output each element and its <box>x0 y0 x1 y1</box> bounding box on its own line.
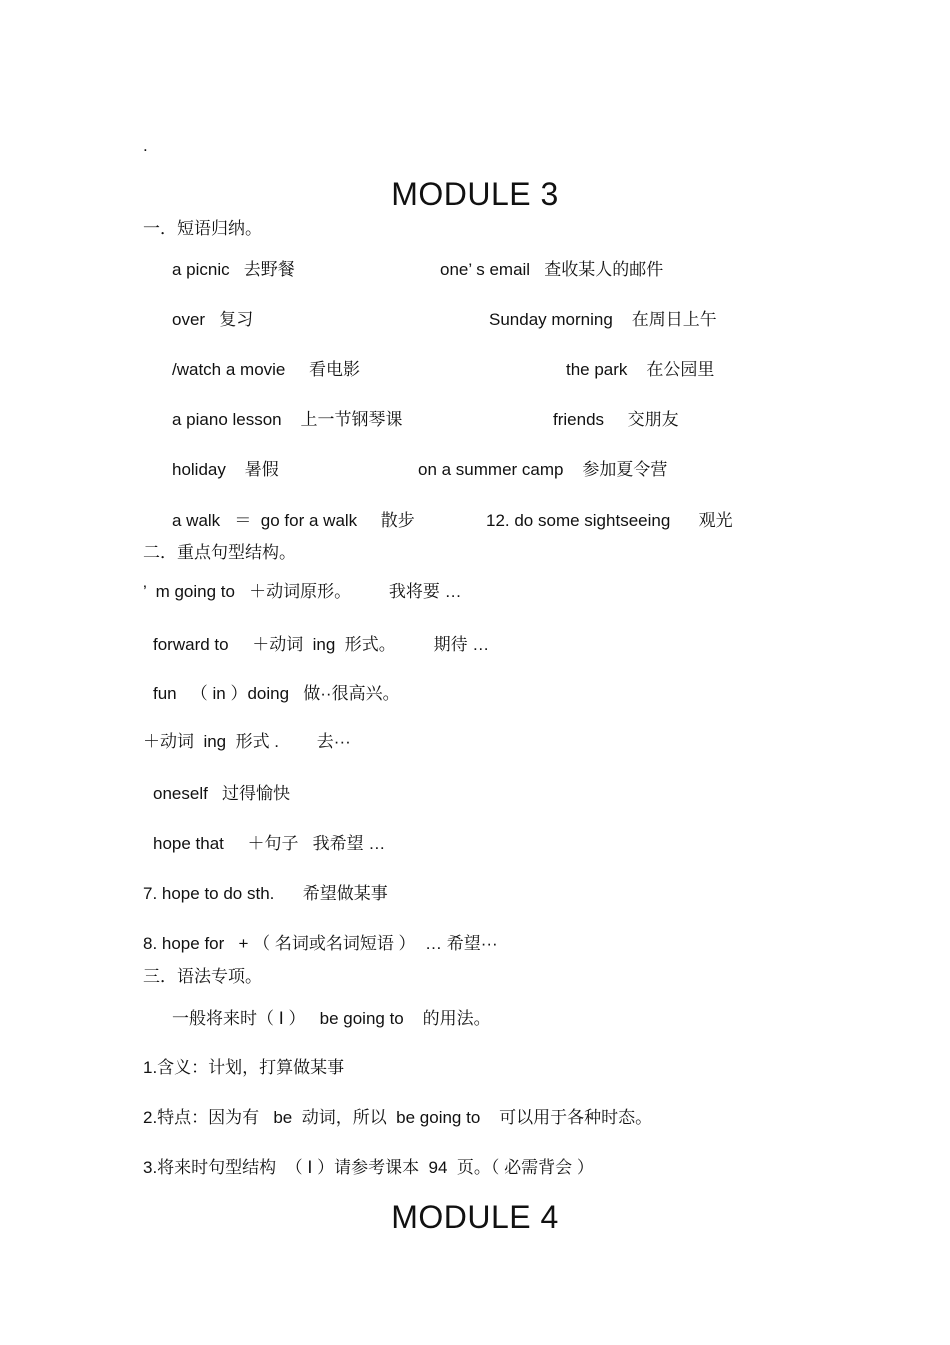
grammar-point-3: 3.将来时句型结构 （ Ⅰ ）请参考课本 94 页。（ 必需背会 ） <box>143 1158 594 1177</box>
grammar-point-2: 2.特点：因为有 be 动词，所以 be going to 可以用于各种时态。 <box>143 1108 653 1127</box>
sentence-pattern-6: hope that ＋句子 我希望 … <box>153 834 386 853</box>
phrase-row-3-left: /watch a movie 看电影 <box>172 360 360 379</box>
section-1-heading: 一．短语归纳。 <box>143 219 262 238</box>
phrase-row-6-right: 12. do some sightseeing 观光 <box>486 511 733 530</box>
sentence-pattern-4: ＋动词 ing 形式 . 去··· <box>143 732 351 751</box>
phrase-row-1-left: a picnic 去野餐 <box>172 260 295 279</box>
sentence-pattern-2: forward to ＋动词 ing 形式。 期待 … <box>153 635 490 654</box>
phrase-row-4-left: a piano lesson 上一节钢琴课 <box>172 410 403 429</box>
section-2-heading: 二．重点句型结构。 <box>143 543 296 562</box>
sentence-pattern-7: 7. hope to do sth. 希望做某事 <box>143 884 388 903</box>
phrase-row-4-right: friends 交朋友 <box>553 410 679 429</box>
section-3-heading: 三．语法专项。 <box>143 967 262 986</box>
sentence-pattern-1: ’ m going to ＋动词原形。 我将要 … <box>143 582 462 601</box>
sentence-pattern-8: 8. hope for + （ 名词或名词短语 ） … 希望··· <box>143 934 498 953</box>
header-mark: . <box>143 136 148 155</box>
phrase-row-1-right: one’ s email 查收某人的邮件 <box>440 260 664 279</box>
phrase-row-2-right: Sunday morning 在周日上午 <box>489 310 717 329</box>
phrase-row-6-left: a walk ＝ go for a walk 散步 <box>172 511 415 530</box>
grammar-subtitle: 一般将来时（ Ⅰ ） be going to 的用法。 <box>172 1009 491 1028</box>
module-4-title: MODULE 4 <box>391 1199 559 1235</box>
phrase-row-3-right: the park 在公园里 <box>566 360 715 379</box>
grammar-point-1: 1.含义：计划，打算做某事 <box>143 1058 345 1077</box>
phrase-row-5-right: on a summer camp 参加夏令营 <box>418 460 668 479</box>
sentence-pattern-3: fun （ in ）doing 做··很高兴。 <box>153 684 400 703</box>
phrase-row-5-left: holiday 暑假 <box>172 460 279 479</box>
module-3-title: MODULE 3 <box>391 176 559 212</box>
sentence-pattern-5: oneself 过得愉快 <box>153 784 290 803</box>
phrase-row-2-left: over 复习 <box>172 310 254 329</box>
